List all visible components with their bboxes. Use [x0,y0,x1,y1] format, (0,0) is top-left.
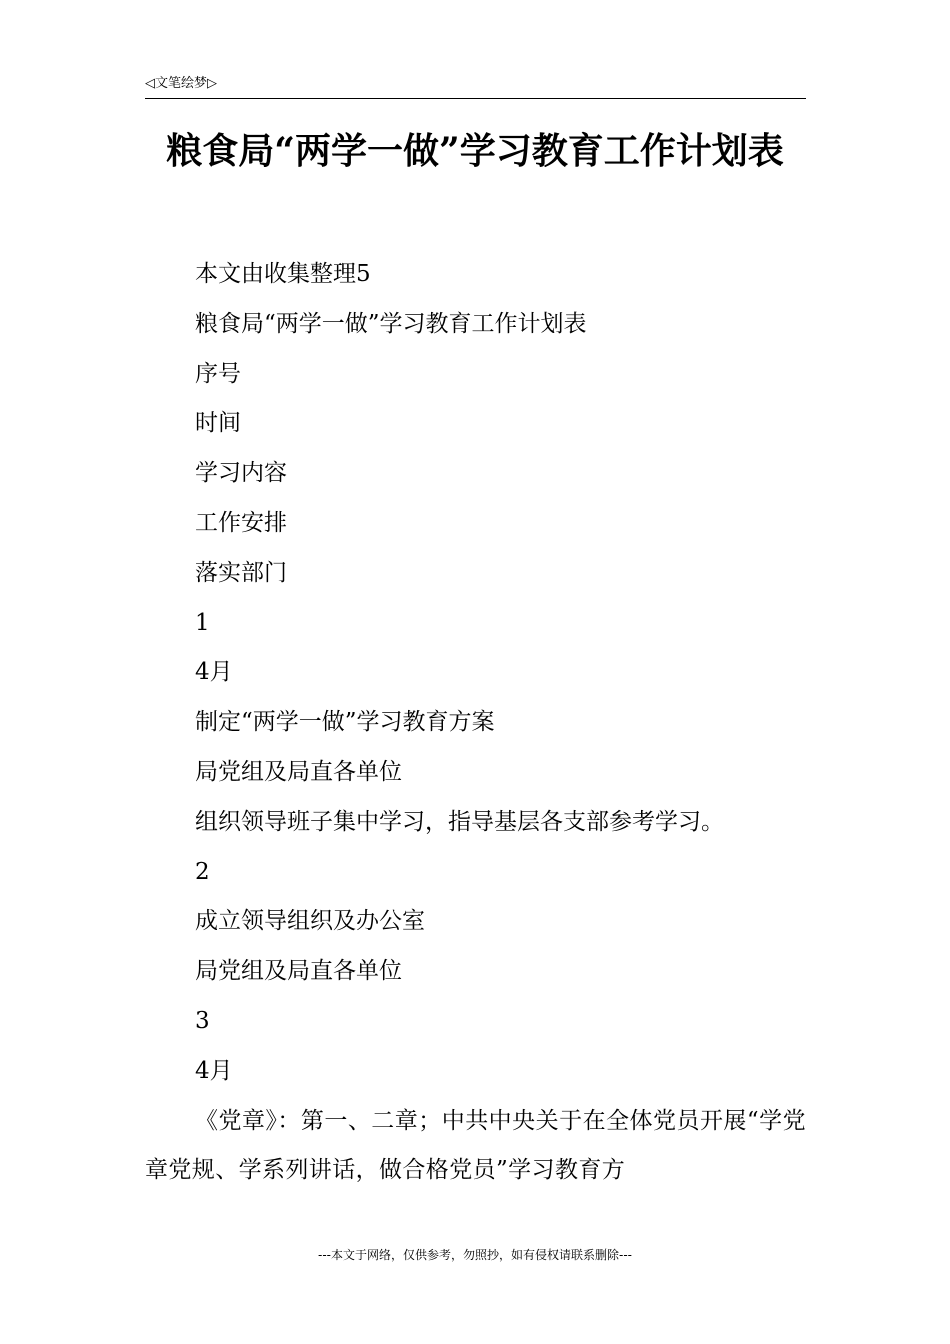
page-footer: ---本文于网络，仅供参考，勿照抄，如有侵权请联系删除--- [318,1248,632,1262]
paragraph: 学习内容 [195,460,287,487]
paragraph: 3 [195,1007,210,1034]
document-body [145,250,806,1196]
paragraph: 本文由收集整理5 [195,261,371,287]
paragraph: 《党章》：第一、二章；中共中央关于在全体党员开展“学党章党规、学系列讲话，做合格党员”学习教育方 [145,1107,806,1184]
paragraph: 工作安排 [195,509,287,536]
paragraph: 成立领导组织及办公室 [195,908,425,935]
paragraph: 局党组及局直各单位 [195,758,402,785]
document-title: 粮食局“两学一做”学习教育工作计划表 [166,130,784,172]
paragraph: 4月 [195,1057,233,1084]
paragraph: 时间 [195,410,241,437]
paragraph: 4月 [195,659,233,686]
paragraph: 组织领导班子集中学习，指导基层各支部参考学习。 [195,808,724,835]
paragraph: 粮食局“两学一做”学习教育工作计划表 [195,310,587,337]
header-text: ◁文笔绘梦▷ [145,76,217,91]
page-header [145,74,806,99]
paragraph: 制定“两学一做”学习教育方案 [195,709,495,736]
paragraph: 序号 [195,360,241,387]
paragraph: 落实部门 [195,559,287,586]
paragraph: 2 [195,858,210,885]
paragraph: 1 [195,609,210,636]
paragraph: 局党组及局直各单位 [195,958,402,985]
